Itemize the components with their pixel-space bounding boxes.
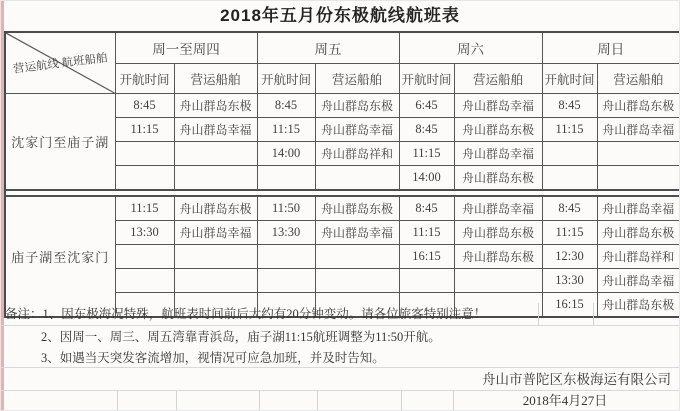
issue-date: 2018年4月27日 [522,393,608,408]
departure-time-cell: 16:15 [542,293,597,318]
sub-header-vessel: 营运船舶 [174,64,257,94]
vessel-name-cell [174,142,257,166]
departure-time-cell [399,269,454,293]
sub-header-time: 开航时间 [115,64,174,94]
vessel-name-cell: 舟山群岛幸福 [315,118,399,142]
departure-time-cell: 13:30 [542,269,597,293]
departure-time-cell: 11:15 [542,118,597,142]
note-3: 3、如遇当天突发客流增加，视情况可应急加班，并及时告知。 [1,348,680,368]
vessel-name-cell [174,269,257,293]
departure-time-cell: 11:15 [257,118,315,142]
departure-time-cell [115,245,174,269]
vessel-name-cell: 舟山群岛幸福 [454,94,542,118]
vessel-name-cell [597,166,680,191]
vessel-name-cell: 舟山群岛祥和 [315,142,399,166]
vessel-name-cell: 舟山群岛东极 [174,94,257,118]
corner-header-cell [5,32,115,94]
departure-time-cell: 11:15 [115,196,174,221]
departure-time-cell: 16:15 [399,245,454,269]
gridline [317,391,318,411]
date-row [1,391,680,411]
departure-time-cell [257,269,315,293]
sub-header-vessel: 营运船舶 [315,64,399,94]
timetable [4,31,680,318]
note-1 [1,303,680,326]
vessel-name-cell: 舟山群岛祥和 [597,245,680,269]
day-header-row [5,32,680,64]
vessel-name-cell: 舟山群岛幸福 [454,196,542,221]
gridline [117,391,118,411]
gridline [176,391,177,411]
departure-time-cell: 8:45 [399,196,454,221]
day-header-mon-thu: 周一至周四 [115,32,257,64]
vessel-name-cell: 舟山群岛东极 [315,196,399,221]
note-1-text: 1、因东极海况特殊，航班表时间前后大约有20分钟变动。请各位旅客特别注意！ [42,307,487,321]
vessel-name-cell: 舟山群岛东极 [315,94,399,118]
gridline [538,303,539,325]
sub-header-vessel: 营运船舶 [597,64,680,94]
vessel-name-cell: 舟山群岛东极 [597,293,680,318]
departure-time-cell [542,142,597,166]
vessel-name-cell [315,245,399,269]
departure-time-cell [115,166,174,191]
departure-time-cell: 14:00 [399,166,454,191]
departure-time-cell: 11:15 [542,221,597,245]
gridline [593,303,594,325]
sub-header-time: 开航时间 [399,64,454,94]
departure-time-cell: 14:00 [257,142,315,166]
departure-time-cell: 12:30 [542,245,597,269]
sub-header-vessel: 营运船舶 [454,64,542,94]
departure-time-cell: 11:50 [257,196,315,221]
day-header-sun: 周日 [542,32,680,64]
vessel-name-cell: 舟山群岛东极 [174,196,257,221]
sub-header-time: 开航时间 [257,64,315,94]
notes-label: 备注： [5,307,43,321]
timetable-row [5,196,680,221]
departure-time-cell: 8:45 [542,196,597,221]
day-header-sat: 周六 [399,32,542,64]
vessel-name-cell [315,166,399,191]
departure-time-cell [257,245,315,269]
vessel-name-cell [174,166,257,191]
vessel-name-cell: 舟山群岛东极 [454,118,542,142]
departure-time-cell [115,142,174,166]
sub-header-time: 开航时间 [542,64,597,94]
vessel-name-cell: 舟山群岛东极 [597,221,680,245]
timetable-row [5,94,680,118]
departure-time-cell: 8:45 [542,94,597,118]
company-name: 舟山市普陀区东极海运有限公司 [1,368,680,391]
departure-time-cell: 8:45 [399,118,454,142]
vessel-name-cell [174,245,257,269]
vessel-name-cell [315,269,399,293]
vessel-name-cell: 舟山群岛幸福 [174,118,257,142]
vessel-name-cell: 舟山群岛幸福 [174,221,257,245]
departure-time-cell: 8:45 [115,94,174,118]
corner-header-label: 营运航线 航班船舶 [12,52,109,76]
note-2: 2、因周一、周三、周五湾靠青浜岛，庙子湖11:15航班调整为11:50开航。 [41,330,441,344]
departure-time-cell [542,166,597,191]
vessel-name-cell: 舟山群岛幸福 [315,221,399,245]
departure-time-cell [115,269,174,293]
departure-time-cell: 11:15 [115,118,174,142]
vessel-name-cell: 舟山群岛幸福 [454,142,542,166]
departure-time-cell: 11:15 [399,142,454,166]
vessel-name-cell: 舟山群岛东极 [454,221,542,245]
vessel-name-cell [597,142,680,166]
departure-time-cell: 13:30 [257,221,315,245]
departure-time-cell: 11:15 [399,221,454,245]
route-cell: 庙子湖至沈家门 [5,196,115,317]
vessel-name-cell: 舟山群岛幸福 [597,269,680,293]
gridline [401,391,402,411]
departure-time-cell: 8:45 [257,94,315,118]
departure-time-cell: 13:30 [115,221,174,245]
gridline [259,391,260,411]
departure-time-cell: 6:45 [399,94,454,118]
day-header-fri: 周五 [257,32,399,64]
vessel-name-cell: 舟山群岛幸福 [597,118,680,142]
vessel-name-cell: 舟山群岛东极 [454,166,542,191]
vessel-name-cell: 舟山群岛幸福 [597,196,680,221]
vessel-name-cell: 舟山群岛东极 [597,94,680,118]
route-cell: 沈家门至庙子湖 [5,94,115,191]
vessel-name-cell: 舟山群岛东极 [454,245,542,269]
vessel-name-cell [454,269,542,293]
notes-area [1,303,680,411]
page-title: 2018年五月份东极航线航班表 [220,6,460,25]
departure-time-cell [257,166,315,191]
